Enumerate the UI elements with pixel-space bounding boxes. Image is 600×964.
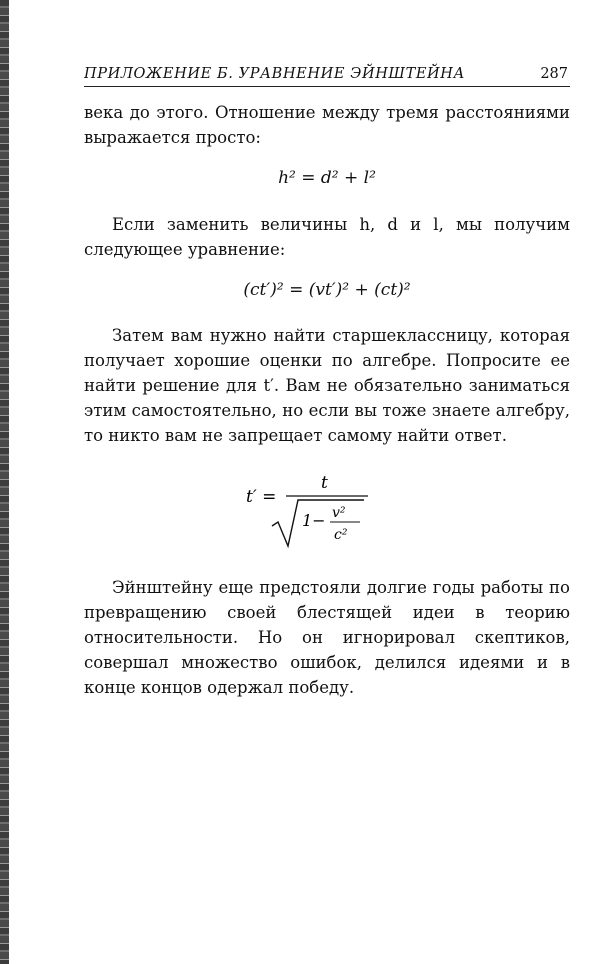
- eq3-inner-denominator: c²: [334, 527, 348, 543]
- running-head: [84, 66, 570, 87]
- chapter-title: ПРИЛОЖЕНИЕ Б. УРАВНЕНИЕ ЭЙНШТЕЙНА: [84, 66, 466, 82]
- page-binding-edge: [0, 0, 9, 964]
- eq3-lhs: t′ =: [246, 487, 277, 507]
- equation-pythagorean: h² = d² + l²: [278, 168, 376, 188]
- eq3-numerator: t: [321, 473, 328, 493]
- paragraph-3: Затем вам нужно найти старшеклассницу, которая получает хорошие оценки по алгебре. Попросите ее найти решение для t′. Вам не обязательно заниматься этим самостоятельно, но если вы тоже знаете алгебру, то никто вам не запрещает самому найти ответ.: [84, 326, 570, 445]
- paragraph-2: Если заменить величины h, d и l, мы получим следующее уравнение:: [84, 215, 570, 259]
- page-number: 287: [540, 66, 568, 82]
- equation-light-clock: (ct′)² = (vt′)² + (ct)²: [243, 280, 411, 300]
- eq3-radicand-prefix: 1−: [302, 511, 326, 530]
- paragraph-1: века до этого. Отношение между тремя расстояниями выражается просто:: [84, 103, 570, 147]
- paragraph-4: Эйнштейну еще предстояли долгие годы работы по превращению своей блестящей идеи в теорию относительности. Но он игнорировал скептиков, совершал множество ошибок, делился идеями и в конце концов одержал победу.: [84, 578, 570, 697]
- equation-time-dilation: [236, 466, 386, 556]
- eq3-inner-numerator: v²: [332, 505, 346, 521]
